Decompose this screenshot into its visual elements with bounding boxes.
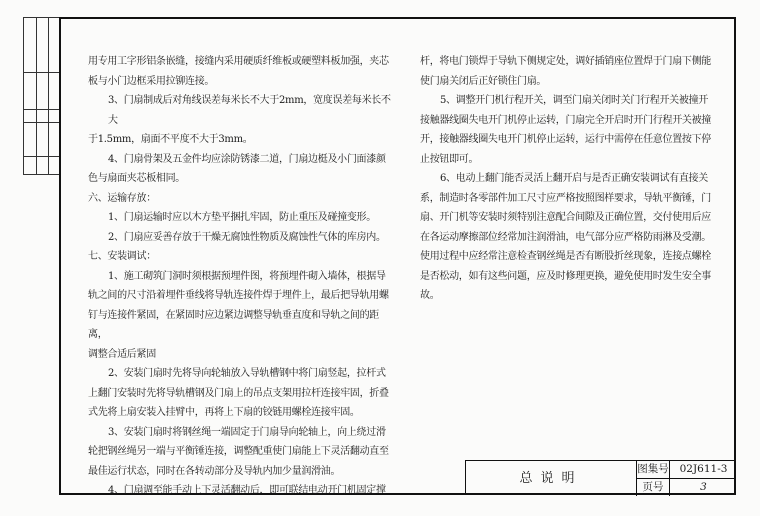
left-text-column	[88, 52, 394, 501]
text-line: 3、安装门扇时将钢丝绳一端固定于门扇导向轮轴上，向上绕过滑	[108, 426, 386, 438]
text-line: 2、门扇应妥善存放于干燥无腐蚀性物质及腐蚀性气体的库房内。	[108, 231, 386, 243]
text-line: 是否松动，如有这些问题，应及时修理更换，避免使用时发生安全事	[420, 270, 711, 282]
text-line: 上翻门安装时先将导轨槽钢及门扇上的吊点支架用拉杆连接牢固，折叠	[88, 387, 389, 399]
text-line: 1、门扇运输时应以木方垫平捆扎牢固，防止重压及碰撞变形。	[108, 212, 376, 223]
text-line: 板与小门边框采用拉铆连接。	[88, 75, 215, 87]
atlas-number-value: 02J611-3	[669, 461, 737, 478]
text-line: 七、安装调试：	[88, 251, 156, 262]
text-line: 扇、开门机等安装时须特别注意配合间隙及正确位置，交付使用后应	[420, 212, 711, 223]
drawing-title: 总说明	[519, 471, 583, 486]
text-line: 用专用工字形铝条嵌缝，接缝内采用硬质纤维板或硬塑料板加强，夹芯	[88, 56, 389, 67]
text-line: 1、施工砌筑门洞时须根据预埋件图，将预埋件砌入墙体，根据导	[108, 270, 386, 282]
text-line: 在各运动摩擦部位经常加注润滑油，电气部分应严格防雨淋及受潮。	[420, 231, 711, 243]
signature-strip	[23, 17, 59, 175]
text-line: 使门扇关闭后正好锁住门扇。	[420, 75, 547, 87]
text-line: 最佳运行状态，同时在各转动部分及导轨内加少量润滑油。	[88, 465, 341, 477]
text-line: 故。	[420, 290, 440, 301]
page-number-value: 3	[669, 479, 737, 496]
text-line: 接触器线圈失电开门机停止运转，门扇完全开启时开门行程开关被撞	[420, 114, 711, 126]
text-line: 4、门扇骨架及五金件均应涂防锈漆二道，门扇边梃及小门面漆颜	[108, 153, 386, 165]
text-line: 开，接触器线圈失电开门机停止运转，运行中需停在任意位置按下停	[420, 134, 711, 145]
text-line: 5、调整开门机行程开关，调至门扇关闭时关门行程开关被撞开	[440, 95, 708, 106]
text-line: 式先将上扇安装入挂臂中，再将上下扇的铰链用螺栓连接牢固。	[88, 407, 360, 418]
text-line: 轨之间的尺寸沿着埋件垂线将导轨连接件焊于埋件上，最后把导轨用螺	[88, 290, 389, 301]
text-line: 3、门扇制成后对角线误差每米长不大于2mm，宽度误差每米长不大	[108, 95, 391, 126]
right-text-column	[420, 52, 726, 306]
text-line: 轮把钢丝绳另一端与平衡锤连接，调整配重使门扇能上下灵活翻动直至	[88, 446, 389, 457]
text-line: 钉与连接件紧固，在紧固时应边紧边调整导轨垂直度和导轨之间的距离，	[88, 309, 379, 340]
text-line: 于1.5mm，扇面不平度不大于3mm。	[88, 134, 253, 145]
page-number-label: 页号	[636, 479, 669, 496]
text-line: 调整合适后紧固	[88, 348, 156, 360]
text-line: 杆，将电门锁焊于导轨下侧规定处，调好插销座位置焊于门扇下侧能	[420, 56, 711, 67]
title-block	[465, 460, 736, 495]
text-line: 6、电动上翻门能否灵活上翻开启与是否正确安装调试有直接关	[440, 173, 708, 184]
text-line: 使用过程中应经常注意检查钢丝绳是否有断股折丝现象，连接点螺栓	[420, 251, 711, 262]
text-line: 4、门扇调至能手动上下灵活翻动后，即可联结电动开门机固定撑	[108, 485, 386, 496]
atlas-number-label: 图集号	[636, 461, 669, 478]
text-line: 系，制造时各零部件加工尺寸应严格按照图样要求，导轨平衡锤，门	[420, 192, 711, 204]
text-line: 2、安装门扇时先将导向轮轴放入导轨槽钢中将门扇竖起，拉杆式	[108, 368, 386, 379]
text-line: 止按钮即可。	[420, 153, 479, 165]
text-line: 六、运输存放：	[88, 192, 156, 204]
text-line: 色与扇面夹芯板相同。	[88, 173, 185, 184]
